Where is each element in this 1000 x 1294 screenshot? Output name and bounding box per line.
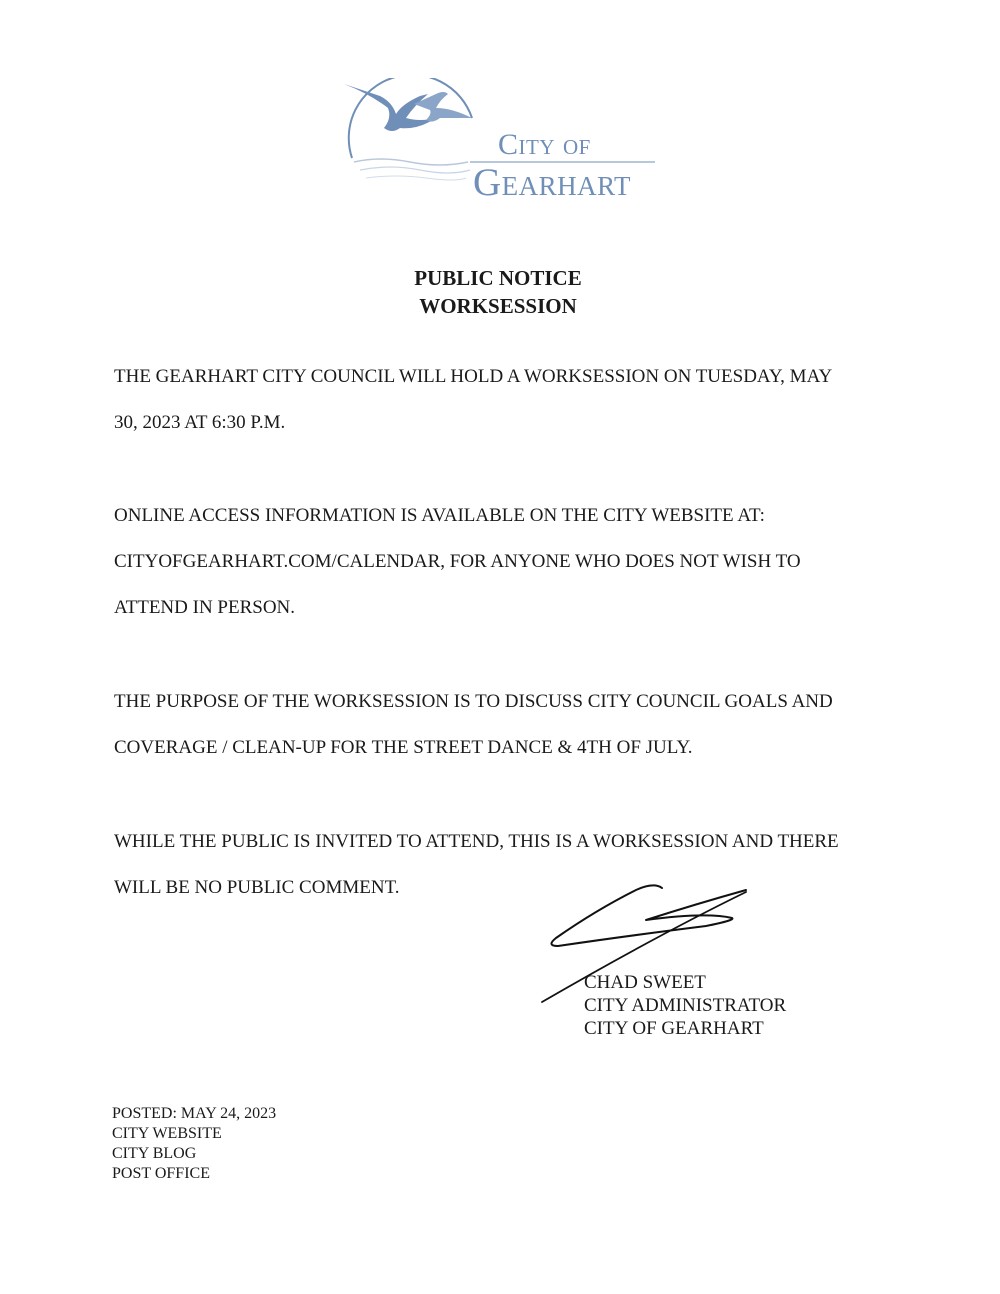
paragraph-line: 30, 2023 AT 6:30 P.M. <box>114 412 286 433</box>
logo-text-city-of: City of <box>498 128 591 161</box>
signer-name: CHAD SWEET <box>584 972 706 993</box>
logo-text-gearhart: Gearhart <box>473 161 632 204</box>
posted-location: CITY BLOG <box>112 1145 197 1162</box>
paragraph-line: ATTEND IN PERSON. <box>114 597 296 618</box>
paragraph-line: THE GEARHART CITY COUNCIL WILL HOLD A WORKSESSION ON TUESDAY, MAY <box>114 366 833 387</box>
paragraph-meeting-time <box>114 354 894 446</box>
notice-title: PUBLIC NOTICE <box>414 266 582 290</box>
posted-location: POST OFFICE <box>112 1165 210 1182</box>
paragraph-line: COVERAGE / CLEAN-UP FOR THE STREET DANCE & 4TH OF JULY. <box>114 737 693 758</box>
notice-heading <box>0 264 1000 320</box>
paragraph-purpose <box>114 679 894 771</box>
paragraph-line: WILL BE NO PUBLIC COMMENT. <box>114 877 400 898</box>
signature-block <box>584 971 786 1040</box>
paragraph-line: ONLINE ACCESS INFORMATION IS AVAILABLE ON THE CITY WEBSITE AT: <box>114 505 765 526</box>
posted-location: CITY WEBSITE <box>112 1125 222 1142</box>
paragraph-online-access <box>114 493 894 631</box>
signer-organization: CITY OF GEARHART <box>584 1018 764 1039</box>
paragraph-line: THE PURPOSE OF THE WORKSESSION IS TO DISCUSS CITY COUNCIL GOALS AND <box>114 691 833 712</box>
notice-subtitle: WORKSESSION <box>419 294 577 318</box>
paragraph-line: CITYOFGEARHART.COM/CALENDAR, FOR ANYONE WHO DOES NOT WISH TO <box>114 551 801 572</box>
paragraph-line: WHILE THE PUBLIC IS INVITED TO ATTEND, THIS IS A WORKSESSION AND THERE <box>114 831 839 852</box>
city-logo <box>340 78 670 208</box>
posted-info <box>112 1104 276 1184</box>
signer-title: CITY ADMINISTRATOR <box>584 995 787 1016</box>
posted-date: POSTED: MAY 24, 2023 <box>112 1105 277 1122</box>
paragraph-public-comment <box>114 819 894 911</box>
